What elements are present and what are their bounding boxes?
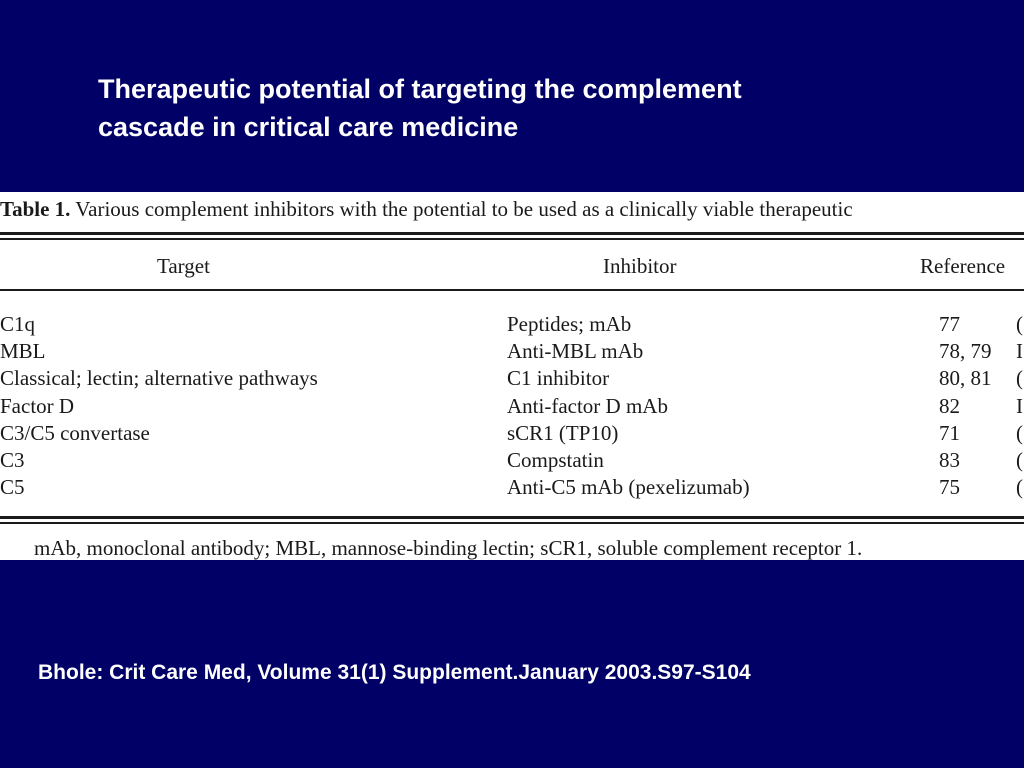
cell-target: Classical; lectin; alternative pathways [0,366,318,391]
citation: Bhole: Crit Care Med, Volume 31(1) Supplement.January 2003.S97-S104 [38,661,751,684]
cell-cutoff-fragment: ( [1016,447,1023,472]
cell-target: C1q [0,312,36,336]
cell-inhibitor: Peptides; mAb [507,312,632,336]
table-row [0,420,1024,447]
column-header-reference: Reference [920,254,1006,278]
cell-target: Factor D [0,393,75,418]
header-rule [0,289,1024,291]
table-body [0,311,1024,501]
cell-cutoff-fragment: I [1016,393,1023,418]
cell-inhibitor: Compstatin [507,447,604,472]
table-bottom-rule-double [0,522,1024,524]
cell-target: C5 [0,475,25,500]
cell-cutoff-fragment: I [1016,339,1023,364]
table-row [0,311,1024,338]
slide-title-line-2: cascade in critical care medicine [98,112,519,142]
column-header-target: Target [157,254,210,278]
table-top-rule [0,232,1024,235]
table-caption [0,196,853,222]
table-row [0,474,1024,501]
cell-target: C3/C5 convertase [0,420,150,445]
cell-target: C3 [0,447,25,472]
cell-inhibitor: Anti-MBL mAb [507,339,644,364]
cell-inhibitor: sCR1 (TP10) [507,420,619,445]
cell-cutoff-fragment: ( [1016,366,1023,391]
table-row [0,338,1024,365]
cell-reference: 71 [939,420,960,445]
table-caption-label: Table 1. [0,197,71,221]
cell-reference: 77 [939,312,960,336]
cell-inhibitor: Anti-factor D mAb [507,393,668,418]
cell-reference: 80, 81 [939,366,992,391]
table-bottom-rule [0,516,1024,519]
column-header-inhibitor: Inhibitor [603,254,677,278]
slide-title-line-1: Therapeutic potential of targeting the complement [98,74,742,104]
table-footnote: mAb, monoclonal antibody; MBL, mannose-binding lectin; sCR1, soluble complement receptor 1. [34,536,863,560]
cell-inhibitor: C1 inhibitor [507,366,610,391]
cell-reference: 75 [939,475,960,500]
table-row [0,447,1024,474]
cell-reference: 83 [939,447,960,472]
inhibitor-table [0,192,1024,560]
cell-reference: 82 [939,393,960,418]
table-top-rule-double [0,238,1024,240]
cell-reference: 78, 79 [939,339,992,364]
cell-cutoff-fragment: ( [1016,475,1023,500]
table-row [0,365,1024,392]
cell-inhibitor: Anti-C5 mAb (pexelizumab) [507,475,750,500]
cell-target: MBL [0,339,46,364]
cell-cutoff-fragment: ( [1016,420,1023,445]
cell-cutoff-fragment: ( [1016,312,1023,336]
table-caption-text: Various complement inhibitors with the potential to be used as a clinically viable therapeutic [70,197,853,221]
slide-title [98,70,978,146]
table-row [0,393,1024,420]
